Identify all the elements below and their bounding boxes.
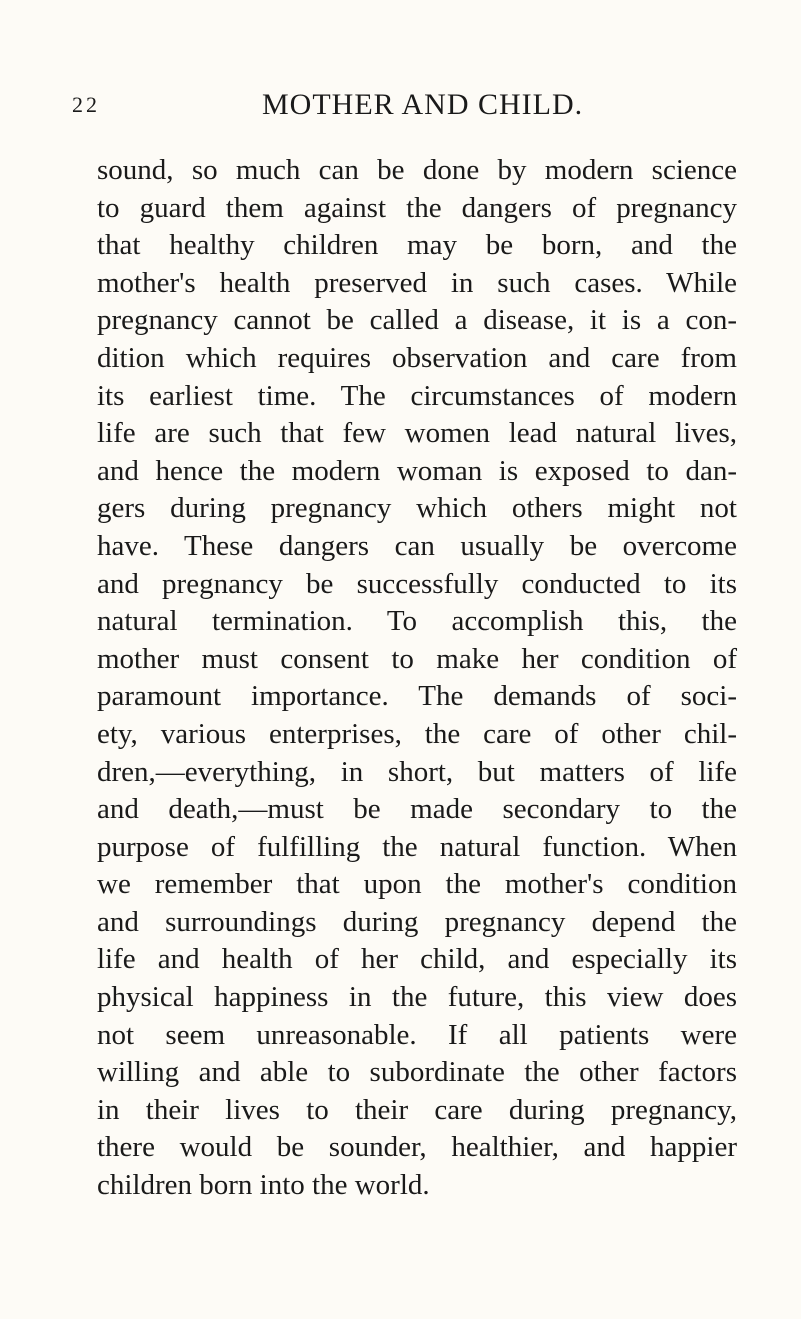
text-line: have. These dangers can usually be overcome (97, 529, 737, 562)
page-number: 22 (72, 92, 100, 117)
text-line: pregnancy cannot be called a disease, it is a con- (97, 304, 737, 337)
running-head (72, 88, 761, 128)
text-line: willing and able to subordinate the other factors (97, 1056, 737, 1089)
text-line: its earliest time. The circumstances of modern (97, 379, 737, 412)
text-line: there would be sounder, healthier, and happier (97, 1131, 737, 1164)
text-line: and surroundings during pregnancy depend the (97, 905, 737, 938)
text-line: mother's health preserved in such cases. While (97, 266, 737, 299)
text-line: and death,—must be made secondary to the (97, 793, 737, 826)
body-paragraph (97, 152, 737, 1205)
text-line: paramount importance. The demands of soci- (97, 680, 737, 713)
text-line: natural termination. To accomplish this, the (97, 605, 737, 638)
text-line: that healthy children may be born, and the (97, 229, 737, 262)
text-line: dition which requires observation and care from (97, 341, 737, 374)
text-line: gers during pregnancy which others might not (97, 492, 737, 525)
text-line: mother must consent to make her condition of (97, 642, 737, 675)
text-line: purpose of fulfilling the natural function. When (97, 830, 737, 863)
text-line: to guard them against the dangers of pregnancy (97, 191, 737, 224)
text-line: in their lives to their care during pregnancy, (97, 1093, 737, 1126)
text-line: dren,—everything, in short, but matters of life (97, 755, 737, 788)
text-line: physical happiness in the future, this view does (97, 981, 737, 1014)
text-line: life and health of her child, and especially its (97, 943, 737, 976)
text-line: and hence the modern woman is exposed to dan- (97, 454, 737, 487)
text-line: sound, so much can be done by modern science (97, 154, 737, 186)
text-line: life are such that few women lead natural lives, (97, 417, 737, 450)
text-line: and pregnancy be successfully conducted to its (97, 567, 737, 600)
text-line: we remember that upon the mother's condition (97, 868, 737, 901)
text-line: children born into the world. (97, 1169, 430, 1202)
text-line: not seem unreasonable. If all patients were (97, 1018, 737, 1051)
text-line: ety, various enterprises, the care of other chil- (97, 717, 737, 750)
running-title: MOTHER AND CHILD. (262, 88, 584, 121)
